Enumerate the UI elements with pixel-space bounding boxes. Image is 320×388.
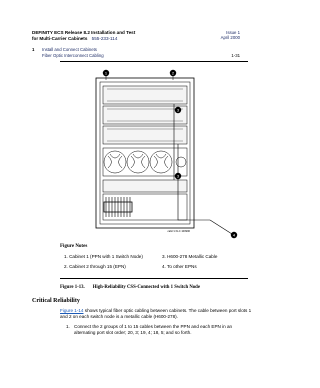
header-rule — [60, 61, 248, 62]
notes-rule — [60, 278, 248, 279]
critical-reliability-heading: Critical Reliability — [32, 298, 80, 304]
callout-4-label: 4 — [232, 232, 236, 238]
running-header — [32, 30, 242, 41]
callout-4 — [231, 232, 237, 238]
doc-number: 555-233-114 — [91, 35, 118, 41]
chapter-heading — [32, 47, 97, 52]
section-heading — [42, 53, 104, 58]
callout-3b — [175, 173, 181, 179]
figure-caption — [60, 285, 200, 290]
page-number-box — [231, 53, 240, 58]
body-paragraph — [60, 308, 252, 320]
step-number: 1. — [66, 324, 70, 329]
issue-date: April 2000 — [220, 35, 240, 41]
callout-3b-label: 3 — [176, 173, 180, 179]
figure-note-1: 1. Cabinet 1 (PPN with 1 Switch Node) — [64, 254, 143, 259]
callout-1-label: 1 — [104, 70, 108, 76]
cabinet-illustration — [96, 78, 232, 234]
cabinet-figure — [60, 64, 250, 240]
figure-note-2: 2. Cabinet 2 through 15 (EPN) — [64, 264, 126, 269]
paragraph-text: shows typical fiber optic cabling between cabinets. The cable between port slots 1 and 2 on each switch node is a metallic cable (H600-278). — [60, 308, 252, 319]
issue-label: Issue 1 — [226, 30, 240, 35]
figure-caption-number: Figure 1-13. — [60, 285, 85, 290]
figure-caption-title: High-Reliability CSS-Connected with 1 Switch Node — [92, 285, 200, 290]
art-label: cabrr1 KLC 100996 — [167, 230, 190, 233]
callout-3-label: 3 — [176, 107, 180, 113]
figure-reference-link[interactable]: Figure 1-14 — [60, 308, 84, 313]
manual-title — [32, 30, 242, 41]
manual-title-line1: DEFINITY ECS Release 8.2 Installation and Test — [32, 30, 136, 35]
page-number: 1-31 — [231, 53, 240, 58]
step-item — [66, 324, 252, 336]
callout-2-label: 2 — [171, 70, 175, 76]
chapter-number: 1 — [32, 47, 35, 52]
chapter-title: Install and Connect Cabinets — [42, 47, 97, 52]
figure-note-4: 4. To other EPNs — [162, 264, 197, 269]
callout-3 — [175, 107, 181, 113]
section-title: Fiber Optic Interconnect Cabling — [42, 53, 104, 58]
figure-notes-title: Figure Notes — [60, 244, 88, 249]
manual-title-line2: for Multi-Carrier Cabinets — [32, 35, 88, 41]
header-right — [221, 30, 240, 41]
figure-note-3: 3. H600-278 Metallic Cable — [162, 254, 218, 259]
step-text: Connect the 2 groups of 1 to 15 cables between the PPN and each EPN in an alternating port slot order; 20, 3; 19, 4; 18, 5; and so forth. — [74, 324, 233, 335]
